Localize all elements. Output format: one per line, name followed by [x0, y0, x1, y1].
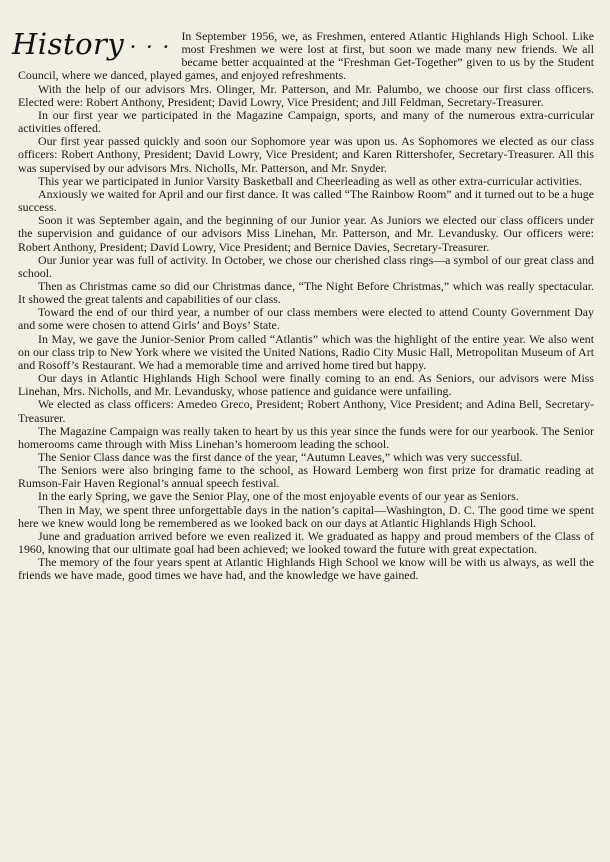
paragraph: The Seniors were also bringing fame to the school, as Howard Lemberg won first prize for dramatic reading at Rumson-Fair Haven Regional’s annual speech festival. — [18, 463, 594, 491]
paragraph: In September 1956, we, as Freshmen, entered Atlantic Highlands High School. Like most Freshmen we were lost at first, but soon we made many new friends. We all became better acquainted at the “Freshman Get-Together” given to us by the Student Council, where we danced, played games, and enjoyed refreshments. — [18, 29, 594, 83]
paragraph: Our first year passed quickly and soon our Sophomore year was upon us. As Sophomores we elected as our class officers: Robert Anthony, President; David Lowry, Vice President; and Karen Rittershofer, Secretary-Treasurer. All this was supervised by our advisors Mrs. Nicholls, Mr. Patterson, and Mr. Snyder. — [18, 134, 594, 175]
history-heading — [12, 28, 171, 59]
paragraph: We elected as class officers: Amedeo Greco, President; Robert Anthony, Vice President; and Adina Bell, Secretary-Treasurer. — [18, 397, 594, 425]
paragraph: June and graduation arrived before we even realized it. We graduated as happy and proud members of the Class of 1960, knowing that our ultimate goal had been achieved; we looked toward the future with great expectation. — [18, 528, 594, 557]
paragraph: This year we participated in Junior Varsity Basketball and Cheerleading as well as other extra-curricular activities. — [38, 173, 582, 188]
paragraph: Then as Christmas came so did our Christmas dance, “The Night Before Christmas,” which was really spectacular. It showed the great talents and capabilities of our class. — [18, 278, 594, 307]
paragraph: The Magazine Campaign was really taken to heart by us this year since the funds were for our yearbook. The Senior homerooms came through with Miss Linehan’s homeroom leading the school. — [18, 423, 594, 451]
heading-ellipsis: . . . — [130, 34, 172, 52]
paragraph: In our first year we participated in the Magazine Campaign, sports, and many of the numerous extra-curricular activities offered. — [18, 107, 594, 136]
history-article — [12, 27, 594, 583]
paragraph: Our days in Atlantic Highlands High School were finally coming to an end. As Seniors, our advisors were Miss Linehan, Mrs. Nicholls, and Mr. Levandusky, whose patience and guidance were unfailing. — [18, 371, 594, 399]
paragraph: Toward the end of our third year, a number of our class members were elected to attend County Government Day and some were chosen to attend Girls’ and Boys’ State. — [18, 305, 594, 333]
paragraph: Our Junior year was full of activity. In October, we chose our cherished class rings—a symbol of our great class and school. — [18, 252, 594, 280]
paragraph: In the early Spring, we gave the Senior Play, one of the most enjoyable events of our year as Seniors. — [38, 489, 519, 504]
paragraph: Then in May, we spent three unforgettable days in the nation’s capital—Washington, D. C. The good time we spent here we knew would long be remembered as we looked back on our days at Atlantic Highlands High School. — [18, 502, 594, 530]
paragraph: With the help of our advisors Mrs. Olinger, Mr. Patterson, and Mr. Palumbo, we choose our first class officers. Elected were: Robert Anthony, President; David Lowry, Vice President; and Jill Feldman, Secretary-Treasurer. — [18, 81, 594, 109]
heading-title: History — [12, 27, 125, 61]
paragraph: The memory of the four years spent at Atlantic Highlands High School we know will be with us always, as well the friends we have made, good times we have had, and the knowledge we have gained. — [18, 555, 594, 583]
paragraph: In May, we gave the Junior-Senior Prom called “Atlantis” which was the highlight of the entire year. We also went on our class trip to New York where we visited the United Nations, Radio City Music Hall, Metropolitan Museum of Art and Rosoff’s Restaurant. We had a memorable time and arrived home tired but happy. — [18, 331, 594, 372]
paragraph: Soon it was September again, and the beginning of our Junior year. As Juniors we elected our class officers under the supervision and guidance of our advisors Miss Linehan, Mr. Patterson, and Mr. Levandusky. Our officers were: Robert Anthony, President; David Lowry, Vice President; and Bernice Davies, Secretary-Treasurer. — [18, 213, 594, 254]
paragraph: Anxiously we waited for April and our first dance. It was called “The Rainbow Room” and it turned out to be a huge success. — [18, 186, 594, 215]
paragraph: The Senior Class dance was the first dance of the year, “Autumn Leaves,” which was very successful. — [38, 450, 523, 464]
